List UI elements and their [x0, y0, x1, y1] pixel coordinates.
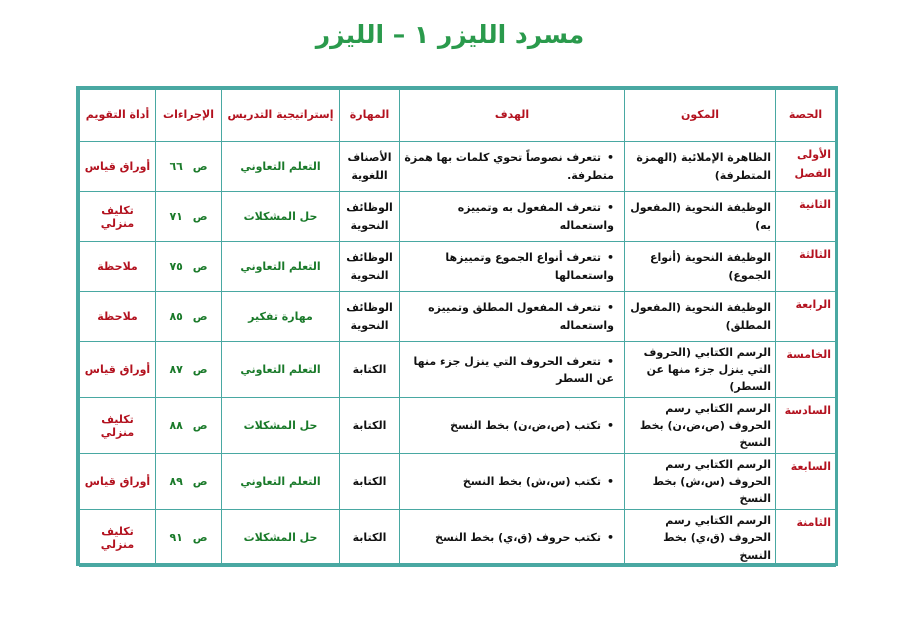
goal-cell [400, 292, 625, 342]
lesson-plan-table [79, 89, 836, 567]
skill-cell: الكتابة [340, 454, 400, 510]
goal-cell [400, 242, 625, 292]
table-row [80, 510, 836, 566]
lesson-plan-table-frame [76, 86, 838, 566]
tool-cell: أوراق قياس [80, 142, 156, 192]
table-row [80, 142, 836, 192]
goal-cell [400, 510, 625, 566]
goal-text: تتعرف المفعول به وتمييزه واستعماله [457, 201, 614, 232]
strategy-cell: التعلم التعاوني [222, 342, 340, 398]
bullet-icon: • [606, 475, 614, 489]
strategy-cell: مهارة تفكير [222, 292, 340, 342]
header-component: المكون [625, 90, 776, 142]
procedures-cell: ص ٨٥ [156, 292, 222, 342]
skill-cell: الأصناف اللغوية [340, 142, 400, 192]
header-skill: المهارة [340, 90, 400, 142]
session-cell [776, 292, 836, 342]
session-label: الثانية [799, 198, 831, 211]
goal-text: تكتب (ص،ض،ن) بخط النسخ [450, 419, 601, 433]
component-cell: الرسم الكتابي رسم الحروف (ق،ي) بخط النسخ [625, 510, 776, 566]
session-cell [776, 454, 836, 510]
session-cell [776, 398, 836, 454]
goal-text: تتعرف أنواع الجموع وتمييزها واستعمالها [445, 251, 614, 282]
table-row [80, 342, 836, 398]
session-cell [776, 342, 836, 398]
procedures-cell: ص ٨٨ [156, 398, 222, 454]
table-header-row [80, 90, 836, 142]
session-label: الخامسة [786, 348, 831, 361]
bullet-icon: • [606, 201, 614, 215]
session-cell [776, 142, 836, 192]
session-sub-label: الفصل [794, 167, 831, 180]
session-cell [776, 510, 836, 566]
skill-cell: الوظائف النحوية [340, 242, 400, 292]
bullet-icon: • [606, 251, 614, 265]
component-cell: الوظيفة النحوية (المفعول به) [625, 192, 776, 242]
tool-cell: تكليف منزلي [80, 398, 156, 454]
procedures-cell: ص ٧٥ [156, 242, 222, 292]
bullet-icon: • [606, 151, 614, 165]
strategy-cell: حل المشكلات [222, 192, 340, 242]
procedures-cell: ص ٨٧ [156, 342, 222, 398]
strategy-cell: التعلم التعاوني [222, 242, 340, 292]
goal-cell [400, 342, 625, 398]
tool-cell: تكليف منزلي [80, 192, 156, 242]
procedures-cell: ص ٨٩ [156, 454, 222, 510]
procedures-cell: ص ٩١ [156, 510, 222, 566]
table-row [80, 242, 836, 292]
procedures-cell: ص ٦٦ [156, 142, 222, 192]
session-label: السابعة [790, 460, 831, 474]
goal-cell [400, 454, 625, 510]
skill-cell: الكتابة [340, 342, 400, 398]
bullet-icon: • [606, 531, 614, 545]
component-cell: الظاهرة الإملائية (الهمزة المتطرفة) [625, 142, 776, 192]
header-session: الحصة [776, 90, 836, 142]
strategy-cell: حل المشكلات [222, 510, 340, 566]
component-cell: الوظيفة النحوية (المفعول المطلق) [625, 292, 776, 342]
tool-cell: أوراق قياس [80, 454, 156, 510]
session-label: الأولى [796, 148, 831, 161]
table-row [80, 292, 836, 342]
component-cell: الوظيفة النحوية (أنواع الجموع) [625, 242, 776, 292]
goal-text: تتعرف الحروف التي ينزل جزء منها عن السطر [413, 354, 614, 385]
bullet-icon: • [606, 301, 614, 315]
header-procedures: الإجراءات [156, 90, 222, 142]
skill-cell: الوظائف النحوية [340, 292, 400, 342]
document-title: مسرد الليزر ١ – الليزر [315, 20, 585, 49]
strategy-cell: التعلم التعاوني [222, 142, 340, 192]
skill-cell: الكتابة [340, 398, 400, 454]
goal-text: تكتب حروف (ق،ي) بخط النسخ [435, 531, 601, 545]
goal-text: تتعرف المفعول المطلق وتمييزه واستعماله [428, 301, 614, 332]
goal-text: تتعرف نصوصاً تحوي كلمات بها همزة متطرفة. [404, 151, 614, 182]
strategy-cell: التعلم التعاوني [222, 454, 340, 510]
tool-cell: أوراق قياس [80, 342, 156, 398]
header-strategy: إستراتيجية التدريس [222, 90, 340, 142]
goal-cell [400, 192, 625, 242]
table-row [80, 454, 836, 510]
component-cell: الرسم الكتابي (الحروف التي ينزل جزء منها عن السطر) [625, 342, 776, 398]
procedures-cell: ص ٧١ [156, 192, 222, 242]
session-cell [776, 192, 836, 242]
session-cell [776, 242, 836, 292]
tool-cell: تكليف منزلي [80, 510, 156, 566]
component-cell: الرسم الكتابي رسم الحروف (س،ش) بخط النسخ [625, 454, 776, 510]
goal-text: تكتب (س،ش) بخط النسخ [462, 475, 601, 489]
table-row [80, 398, 836, 454]
bullet-icon: • [606, 419, 614, 433]
component-cell: الرسم الكتابي رسم الحروف (ص،ض،ن) بخط النسخ [625, 398, 776, 454]
table-row [80, 192, 836, 242]
header-goal: الهدف [400, 90, 625, 142]
tool-cell: ملاحظة [80, 242, 156, 292]
session-label: السادسة [784, 404, 831, 418]
tool-cell: ملاحظة [80, 292, 156, 342]
session-label: الرابعة [795, 298, 831, 311]
skill-cell: الوظائف النحوية [340, 192, 400, 242]
goal-cell [400, 142, 625, 192]
bullet-icon: • [606, 354, 614, 368]
strategy-cell: حل المشكلات [222, 398, 340, 454]
header-tool: أداة التقويم [80, 90, 156, 142]
session-label: الثالثة [799, 248, 831, 261]
session-label: الثامنة [796, 516, 831, 530]
skill-cell: الكتابة [340, 510, 400, 566]
goal-cell [400, 398, 625, 454]
